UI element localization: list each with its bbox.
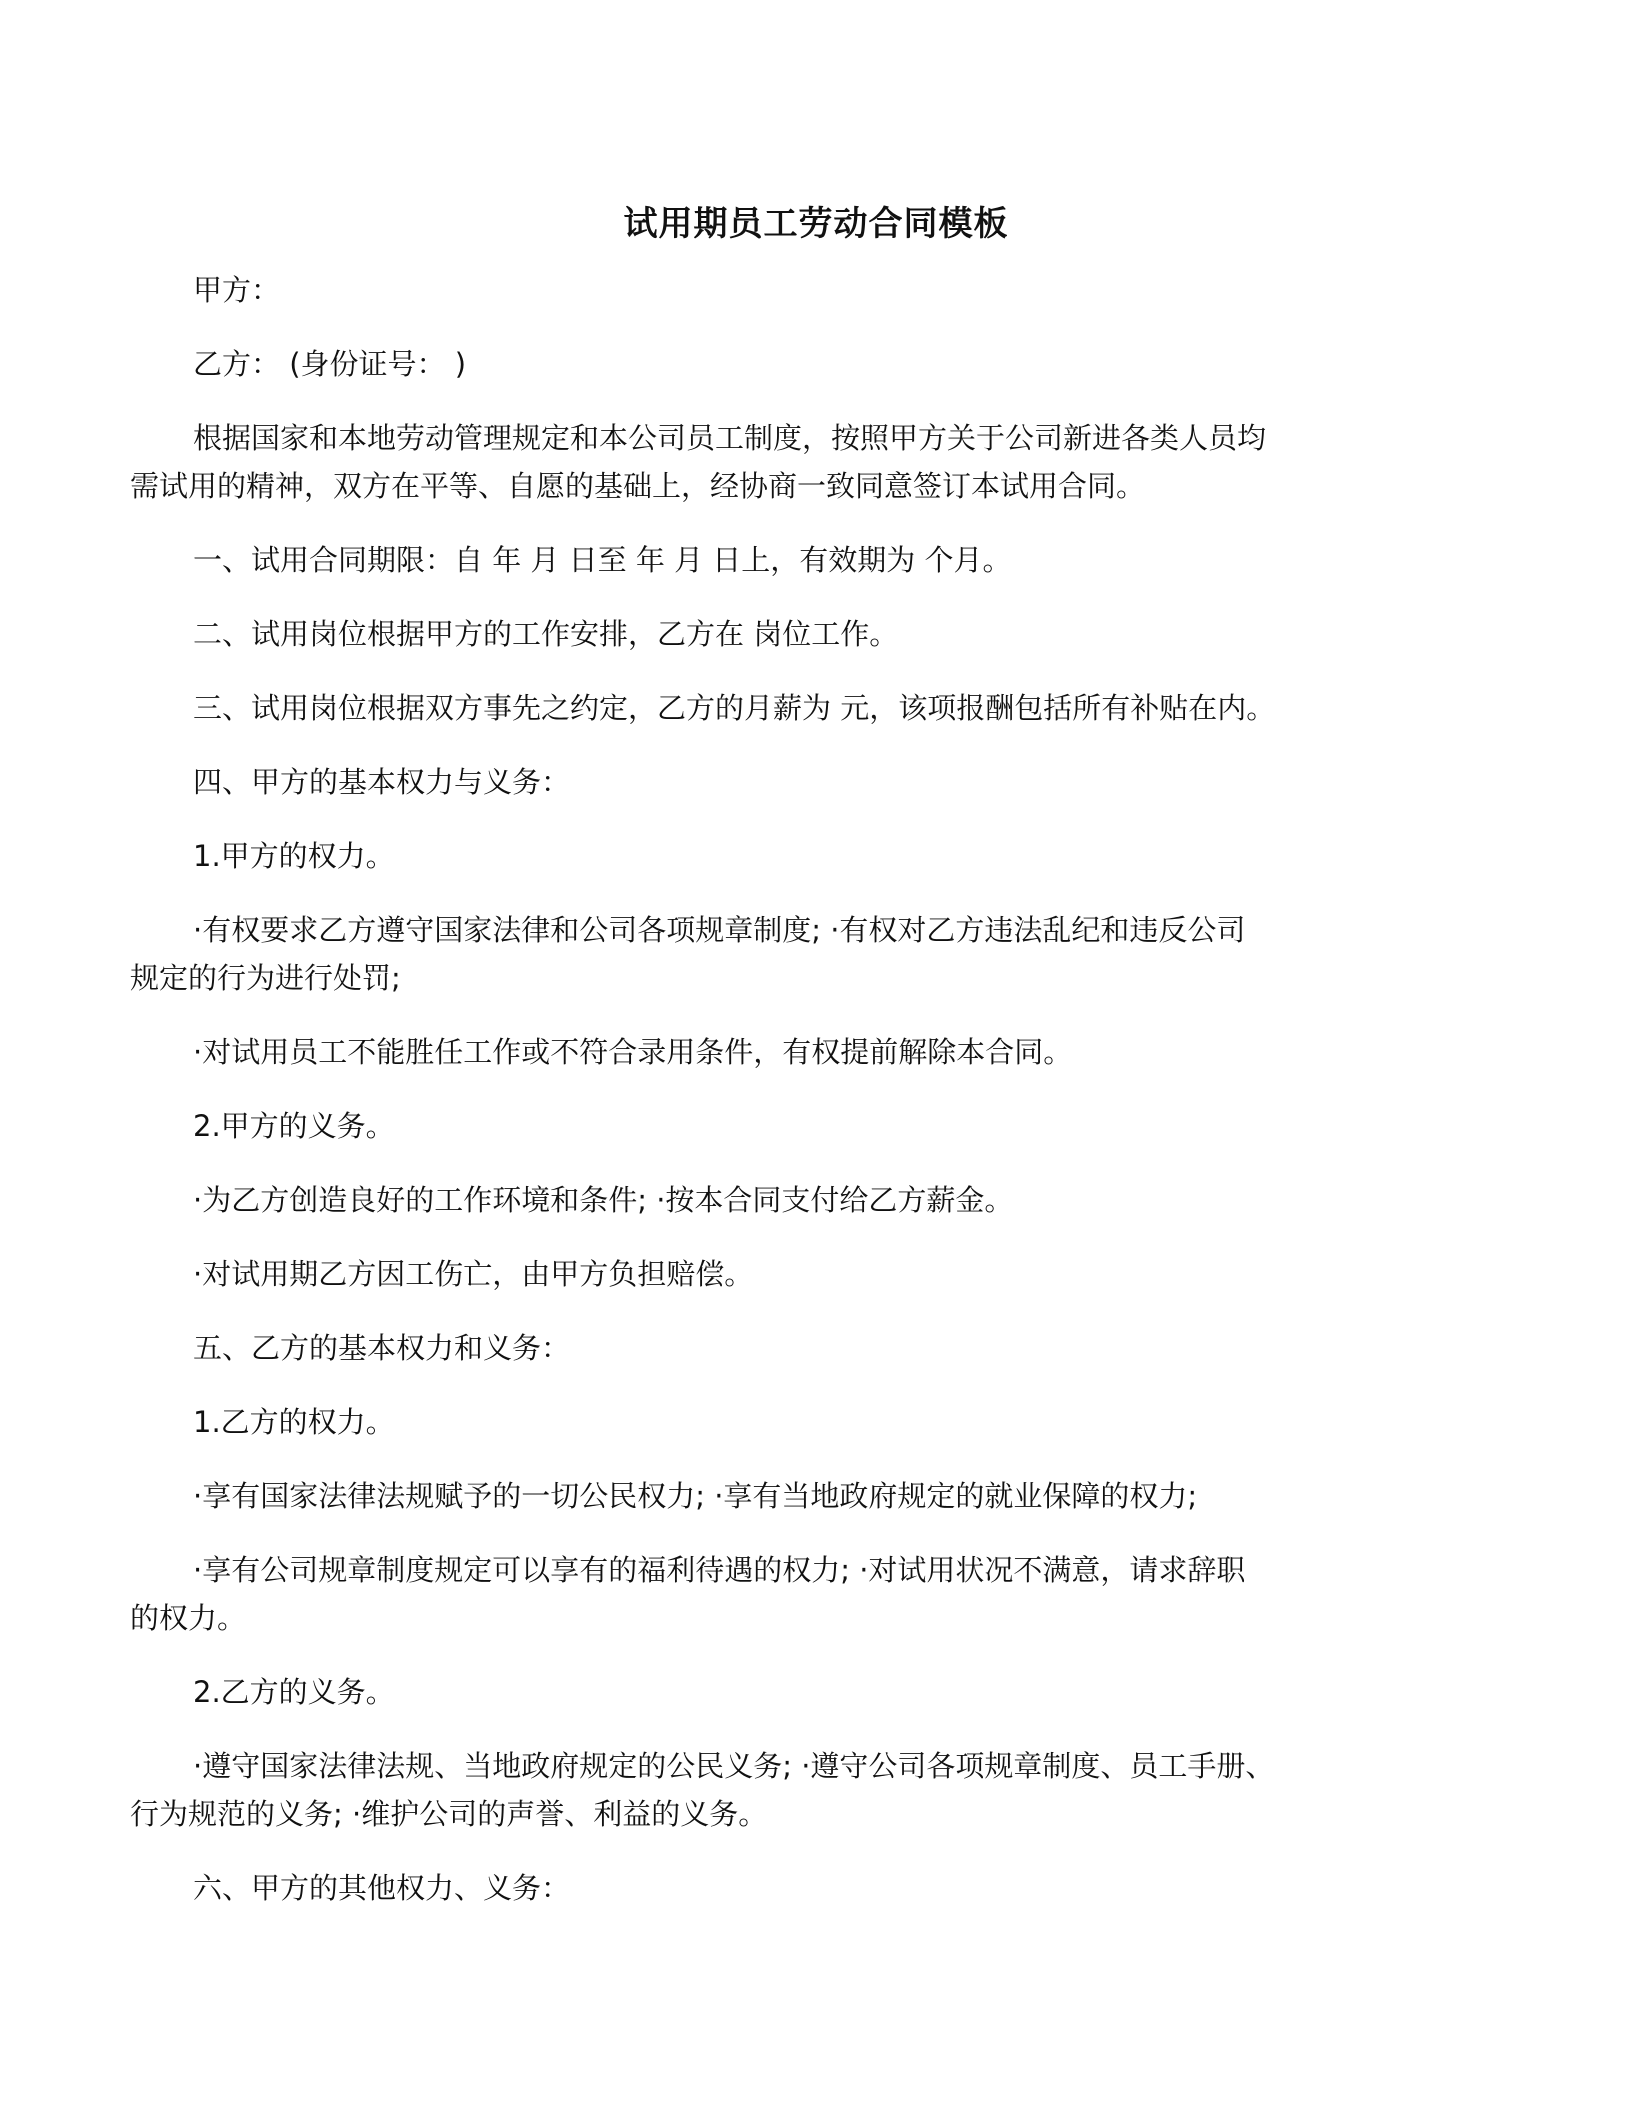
paragraph-party-a <box>193 266 1443 314</box>
paragraph-line: 乙方： (身份证号： ) <box>193 347 467 381</box>
paragraph-line: 2.甲方的义务。 <box>193 1109 395 1143</box>
clause-5-2-heading <box>193 1668 1443 1716</box>
paragraph-line: 三、试用岗位根据双方事先之约定，乙方的月薪为 元，该项报酬包括所有补贴在内。 <box>193 691 1276 725</box>
document-title: 试用期员工劳动合同模板 <box>623 204 1009 244</box>
paragraph-line: 2.乙方的义务。 <box>193 1675 395 1709</box>
clause-2-position <box>193 610 1443 658</box>
paragraph-line: ·遵守国家法律法规、当地政府规定的公民义务; ·遵守公司各项规章制度、员工手册、 <box>193 1749 1275 1783</box>
paragraph-line: 甲方： <box>193 273 281 307</box>
paragraph-line: 1.乙方的权力。 <box>193 1405 395 1439</box>
clause-4-2-item-b <box>193 1250 1443 1298</box>
clause-1-term <box>193 536 1443 584</box>
clause-4-2-item-a <box>193 1176 1443 1224</box>
paragraph-line: ·对试用期乙方因工伤亡，由甲方负担赔偿。 <box>193 1257 754 1291</box>
paragraph-line: 一、试用合同期限：自 年 月 日至 年 月 日上，有效期为 个月。 <box>193 543 1012 577</box>
clause-4-2-heading <box>193 1102 1443 1150</box>
clause-5-1-item-b <box>130 1546 1443 1642</box>
paragraph-line: 行为规范的义务; ·维护公司的声誉、利益的义务。 <box>130 1797 768 1831</box>
paragraph-line: 1.甲方的权力。 <box>193 839 395 873</box>
paragraph-party-b <box>193 340 1443 388</box>
clause-4-1-item-a <box>130 906 1443 1002</box>
clause-4-1-heading <box>193 832 1443 880</box>
paragraph-line: 二、试用岗位根据甲方的工作安排，乙方在 岗位工作。 <box>193 617 899 651</box>
paragraph-line: 需试用的精神，双方在平等、自愿的基础上，经协商一致同意签订本试用合同。 <box>130 469 1146 503</box>
paragraph-line: 根据国家和本地劳动管理规定和本公司员工制度，按照甲方关于公司新进各类人员均 <box>193 421 1267 455</box>
clause-5-heading <box>193 1324 1443 1372</box>
paragraph-line: ·享有国家法律法规赋予的一切公民权力; ·享有当地政府规定的就业保障的权力; <box>193 1479 1198 1513</box>
paragraph-line: 规定的行为进行处罚; <box>130 961 401 995</box>
paragraph-preamble <box>130 414 1443 510</box>
paragraph-line: 四、甲方的基本权力与义务： <box>193 765 571 799</box>
paragraph-line: ·对试用员工不能胜任工作或不符合录用条件，有权提前解除本合同。 <box>193 1035 1073 1069</box>
paragraph-line: 六、甲方的其他权力、义务： <box>193 1871 571 1905</box>
clause-3-salary <box>193 684 1443 732</box>
paragraph-line: 的权力。 <box>130 1601 247 1635</box>
clause-6-heading <box>193 1864 1443 1912</box>
paragraph-line: ·有权要求乙方遵守国家法律和公司各项规章制度; ·有权对乙方违法乱纪和违反公司 <box>193 913 1246 947</box>
paragraph-line: ·享有公司规章制度规定可以享有的福利待遇的权力; ·对试用状况不满意，请求辞职 <box>193 1553 1246 1587</box>
clause-4-1-item-b <box>193 1028 1443 1076</box>
clause-4-heading <box>193 758 1443 806</box>
paragraph-line: 五、乙方的基本权力和义务： <box>193 1331 571 1365</box>
clause-5-1-heading <box>193 1398 1443 1446</box>
clause-5-2-items <box>130 1742 1443 1838</box>
paragraph-line: ·为乙方创造良好的工作环境和条件; ·按本合同支付给乙方薪金。 <box>193 1183 1014 1217</box>
clause-5-1-item-a <box>193 1472 1443 1520</box>
